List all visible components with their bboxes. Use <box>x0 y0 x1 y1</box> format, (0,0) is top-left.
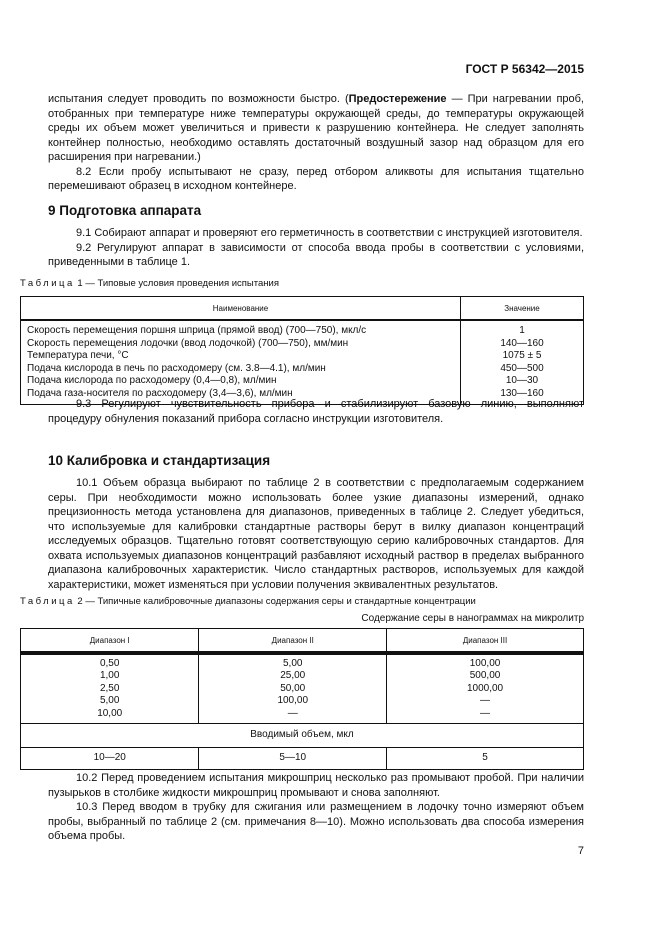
section-9-3 <box>48 397 584 426</box>
column-header: Диапазон III <box>387 629 584 654</box>
paragraph-8-2: 8.2 Если пробу испытывают не сразу, перед отбором аликвоты для испытания тщательно перемешивают образец в исходном контейнере. <box>48 165 584 192</box>
paragraph-9-1: 9.1 Собирают аппарат и проверяют его герметичность в соответствии с инструкцией изготовителя. <box>76 227 583 239</box>
parameter-names: Скорость перемещения поршня шприца (прямой ввод) (700—750), мкл/с Скорость перемещения лодочки (ввод лодочкой) (700—750), мм/мин Температура печи, °С Подача кислорода в печь по расходомеру (см. 3.8—4.1), мл/мин Подача кислорода по расходомеру (0,4—0,8), мл/мин Подача газа-носителя по расходомеру (3,4—3,6), мл/мин <box>21 320 461 405</box>
caption-text: 2 — Типичные калибровочные диапазоны содержания серы и стандартные концентрации <box>77 596 476 607</box>
volume-label: Вводимый объем, мкл <box>21 723 584 747</box>
paragraph-10-2: 10.2 Перед проведением испытания микрошприц несколько раз промывают пробой. При наличии пузырьков в столбике жидкости микрошприц промывают и снова заполняют. <box>48 772 584 799</box>
caption-text: 1 — Типовые условия проведения испытания <box>77 278 279 289</box>
volume-value: 5 <box>387 747 584 769</box>
volume-value: 10—20 <box>21 747 199 769</box>
range-values: 100,00 500,00 1000,00 — — <box>387 653 584 723</box>
heading-section-9: 9 Подготовка аппарата <box>48 203 202 218</box>
paragraph-10-1: 10.1 Объем образца выбирают по таблице 2 в соответствии с предполагаемым содержанием серы. При необходимости можно использовать более узкие диапазоны измерений, однако прецизионность метода установлена для диапазонов, приведенных в таблице 2. Следует убедиться, что используемые для калибровки стандартные растворы берут в вилку диапазон концентраций исследуемых образцов. Тщательно готовят соответствующую серию калибровочных стандартов. Для охвата используемых диапазонов концентраций разбавляют исходный раствор в пределах выбранного диапазона калибровочных характеристик. Число стандартных растворов, используемых для каждой характеристики, может изменяться при условии получения эквивалентных результатов. <box>48 477 584 591</box>
page-number: 7 <box>577 845 584 857</box>
table-2-unit: Содержание серы в нанограммах на микролитр <box>361 613 584 624</box>
table-2 <box>20 628 584 770</box>
warning-label: Предостережение <box>348 93 447 105</box>
range-values: 5,00 25,00 50,00 100,00 — <box>199 653 387 723</box>
section-8-text <box>48 92 584 194</box>
column-header: Наименование <box>21 297 461 321</box>
text: испытания следует проводить по возможности быстро. ( <box>48 93 349 105</box>
section-9-text <box>48 226 584 270</box>
range-values: 0,50 1,00 2,50 5,00 10,00 <box>21 653 199 723</box>
text: — При нагревании проб, отобранных при температуре ниже температуры окружающей среды, до температуры окружающей среды их объем может увеличиться и привести к разрушению контейнера. Не следует заполнять контейнер полностью, необходимо оставлять достаточный воздушный зазор над образцом для его расширения при нагревании.) <box>48 93 584 163</box>
column-header: Диапазон I <box>21 629 199 654</box>
caption-word: Таблица <box>20 596 75 607</box>
column-header: Диапазон II <box>199 629 387 654</box>
parameter-values: 1 140—160 1075 ± 5 450—500 10—30 130—160 <box>461 320 584 405</box>
section-10-1 <box>48 476 584 592</box>
table-2-caption <box>20 596 476 607</box>
paragraph-9-2: 9.2 Регулируют аппарат в зависимости от способа ввода пробы в соответствии с условиями, приведенными в таблице 1. <box>48 241 584 268</box>
caption-word: Таблица <box>20 278 75 289</box>
heading-section-10: 10 Калибровка и стандартизация <box>48 453 271 468</box>
table-1 <box>20 296 584 405</box>
column-header: Значение <box>461 297 584 321</box>
table-1-caption <box>20 278 279 289</box>
document-header: ГОСТ Р 56342—2015 <box>465 62 584 76</box>
volume-value: 5—10 <box>199 747 387 769</box>
paragraph-9-3: 9.3 Регулируют чувствительность прибора и стабилизируют базовую линию, выполняют процедуру обнуления показаний прибора согласно инструкции изготовителя. <box>48 398 584 425</box>
paragraph-10-3: 10.3 Перед вводом в трубку для сжигания или размещением в лодочку точно измеряют объем пробы, выбранный по таблице 2 (см. примечания 8—10). Можно использовать два способа измерения объема пробы. <box>48 801 584 842</box>
section-10-2 <box>48 771 584 844</box>
